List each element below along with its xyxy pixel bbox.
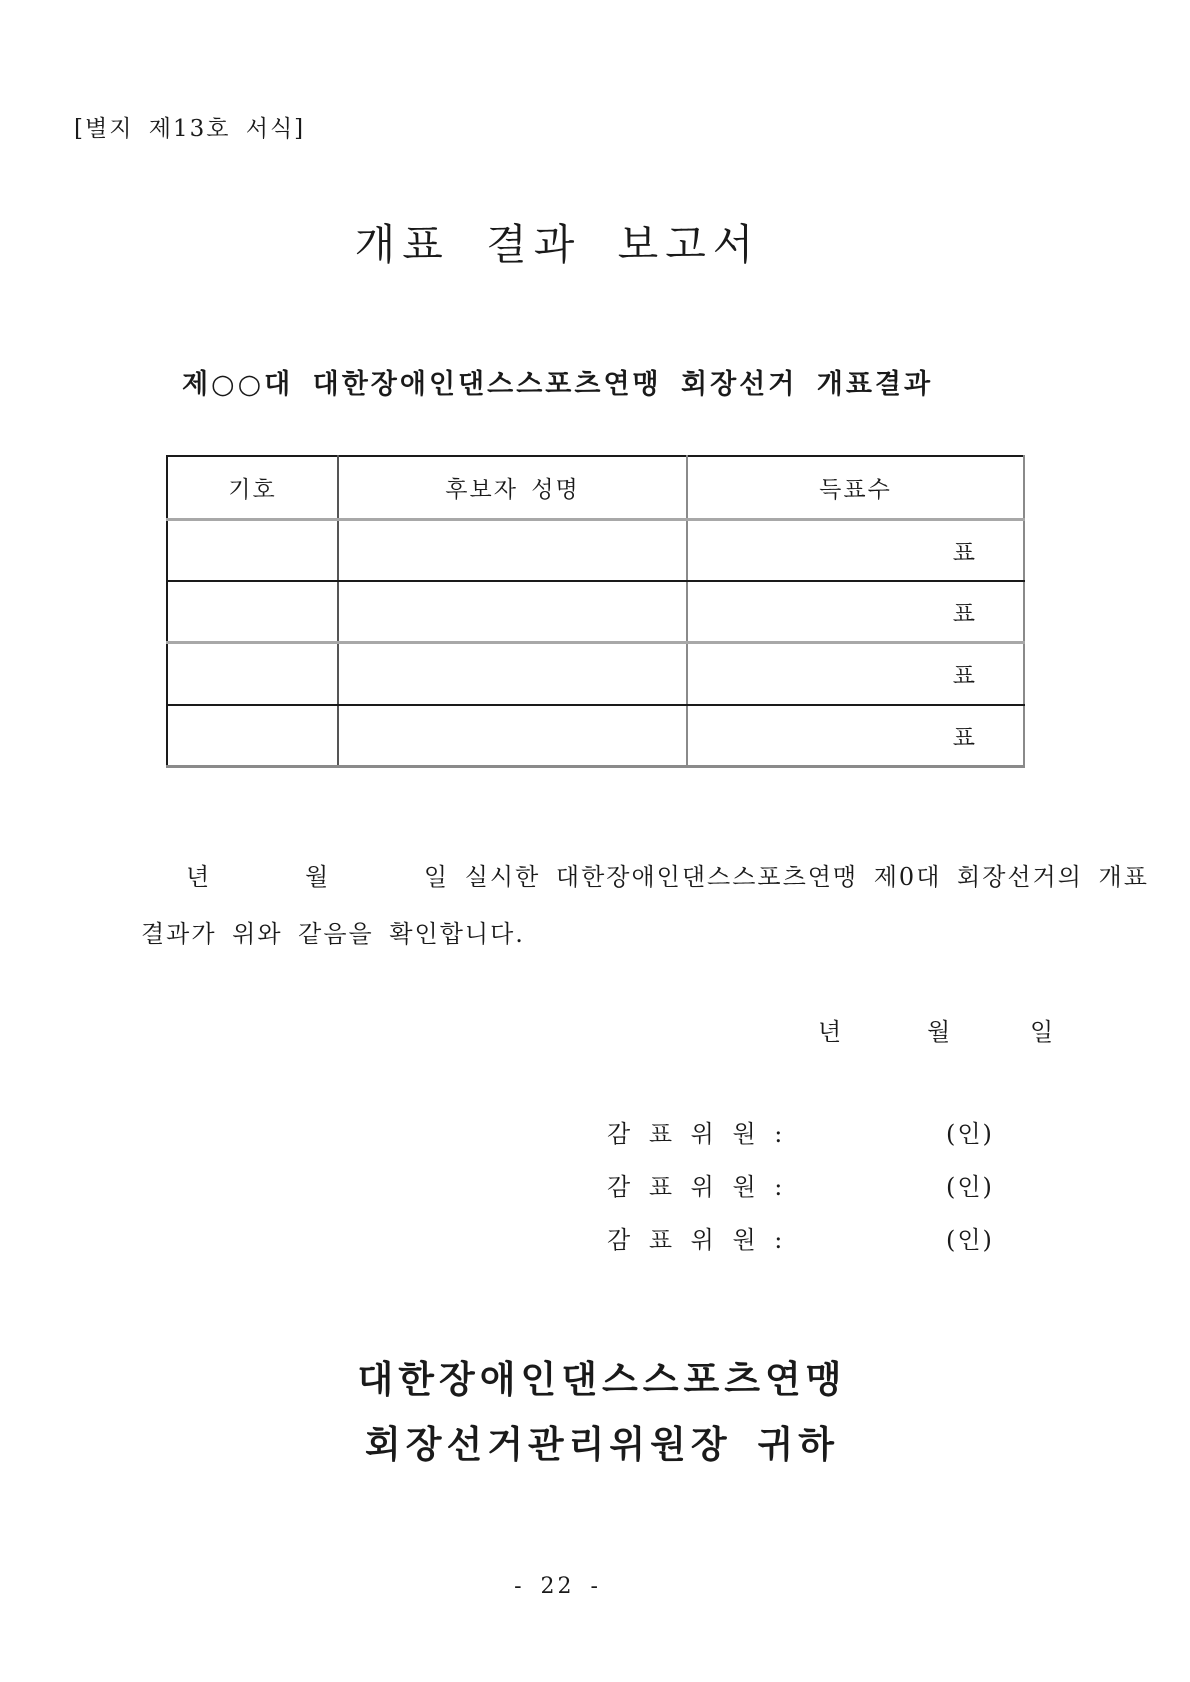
seal-placeholder: (인) xyxy=(946,1173,994,1201)
observer-label: 감 표 위 원 : xyxy=(607,1120,785,1148)
votes-cell: 표 xyxy=(687,581,1024,642)
confirmation-text-line2: 결과가 위와 같음을 확인합니다. xyxy=(141,920,525,948)
header-vote-count: 득표수 xyxy=(687,456,1024,519)
table-row xyxy=(167,705,1024,766)
symbol-cell xyxy=(167,642,338,705)
organization-name: 대한장애인댄스스포츠연맹 xyxy=(357,1357,847,1401)
date-month-label: 월 xyxy=(927,1018,951,1046)
candidate-name-cell xyxy=(338,642,687,705)
election-result-subtitle: 제○○대 대한장애인댄스스포츠연맹 회장선거 개표결과 xyxy=(181,369,934,400)
vote-count-table xyxy=(166,455,1025,768)
page-number: - 22 - xyxy=(514,1574,601,1599)
addressee-line: 회장선거관리위원장 귀하 xyxy=(364,1422,840,1466)
votes-cell: 표 xyxy=(687,642,1024,705)
table-row xyxy=(167,519,1024,581)
candidate-name-cell xyxy=(338,705,687,766)
votes-cell: 표 xyxy=(687,519,1024,581)
date-day-label: 일 xyxy=(1030,1018,1054,1046)
header-symbol: 기호 xyxy=(167,456,338,519)
symbol-cell xyxy=(167,705,338,766)
seal-placeholder: (인) xyxy=(946,1226,994,1254)
seal-placeholder: (인) xyxy=(946,1120,994,1148)
symbol-cell xyxy=(167,581,338,642)
form-number-label: [별지 제13호 서식] xyxy=(74,116,306,142)
symbol-cell xyxy=(167,519,338,581)
confirmation-text-line1: 년 월 일 실시한 대한장애인댄스스포츠연맹 제0대 회장선거의 개표 xyxy=(186,863,1149,891)
votes-cell: 표 xyxy=(687,705,1024,766)
observer-label: 감 표 위 원 : xyxy=(607,1226,785,1254)
date-year-label: 년 xyxy=(818,1018,842,1046)
observer-label: 감 표 위 원 : xyxy=(607,1173,785,1201)
candidate-name-cell xyxy=(338,581,687,642)
candidate-name-cell xyxy=(338,519,687,581)
table-header-row xyxy=(167,456,1024,519)
table-row xyxy=(167,581,1024,642)
table-row xyxy=(167,642,1024,705)
header-candidate-name: 후보자 성명 xyxy=(338,456,687,519)
document-title: 개표 결과 보고서 xyxy=(354,220,761,269)
